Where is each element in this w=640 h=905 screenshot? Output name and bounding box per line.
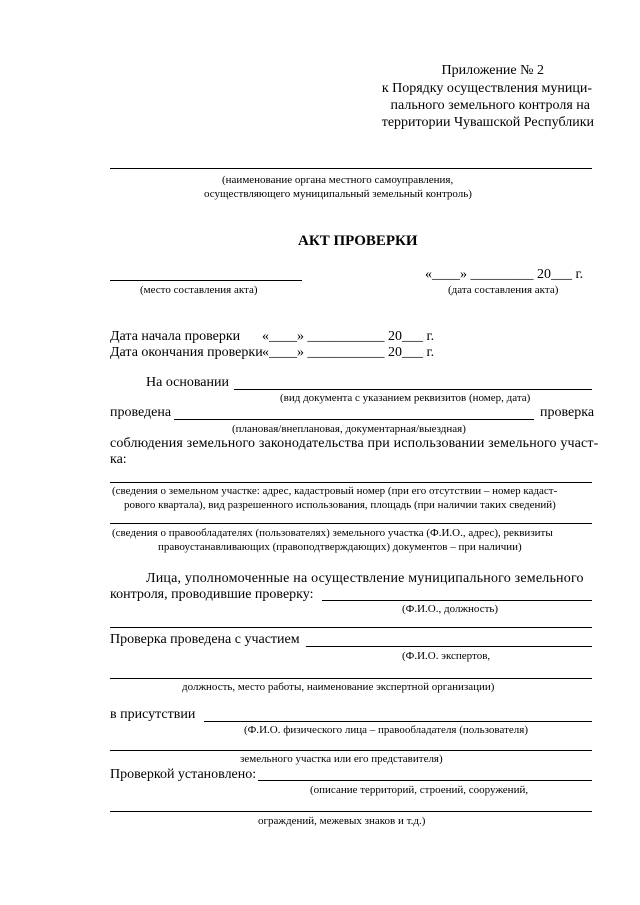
organ-name-field[interactable] bbox=[110, 168, 592, 169]
owner-caption-1: (сведения о правообладателях (пользователях) земельного участка (Ф.И.О., адрес), реквизиты bbox=[112, 527, 553, 539]
basis-field[interactable] bbox=[234, 389, 592, 390]
owner-caption-2: правоустанавливающих (правоподтверждающих) документов – при наличии) bbox=[158, 541, 522, 553]
appendix-line-4: территории Чувашской Республики bbox=[381, 115, 594, 130]
plot-caption-2: рового квартала), вид разрешенного использования, площадь (при наличии таких сведений) bbox=[124, 499, 556, 511]
appendix-line-1: Приложение № 2 bbox=[441, 63, 544, 78]
presence-label: в присутствии bbox=[110, 707, 196, 722]
presence-field-2[interactable] bbox=[110, 750, 592, 751]
compliance-text-1: соблюдения земельного законодательства при использовании земельного участ- bbox=[110, 436, 599, 451]
experts-caption-2: должность, место работы, наименование экспертной организации) bbox=[182, 681, 495, 693]
participation-label: Проверка проведена с участием bbox=[110, 632, 300, 647]
presence-field[interactable] bbox=[204, 721, 592, 722]
basis-label: На основании bbox=[146, 375, 229, 390]
appendix-line-3: пального земельного контроля на bbox=[390, 98, 590, 113]
persons-text-1: Лица, уполномоченные на осуществление муниципального земельного bbox=[146, 571, 584, 586]
plot-info-field[interactable] bbox=[110, 482, 592, 483]
inspection-type-field[interactable] bbox=[174, 419, 534, 420]
presence-caption-2: земельного участка или его представителя) bbox=[240, 753, 443, 765]
experts-field-2[interactable] bbox=[110, 678, 592, 679]
end-date-label: Дата окончания проверки bbox=[110, 345, 263, 360]
date-caption: (дата составления акта) bbox=[448, 284, 559, 296]
persons-field[interactable] bbox=[322, 600, 592, 601]
start-date-label: Дата начала проверки bbox=[110, 329, 241, 344]
established-field-2[interactable] bbox=[110, 811, 592, 812]
date-field[interactable]: «____» _________ 20___ г. bbox=[425, 267, 584, 282]
end-date-field[interactable]: «____» ___________ 20___ г. bbox=[262, 345, 435, 360]
place-field[interactable] bbox=[110, 280, 302, 281]
presence-caption: (Ф.И.О. физического лица – правообладателя (пользователя) bbox=[244, 724, 528, 736]
experts-field[interactable] bbox=[306, 646, 592, 647]
organ-caption-2: осуществляющего муниципальный земельный контроль) bbox=[204, 188, 472, 200]
established-caption: (описание территорий, строений, сооружений, bbox=[310, 784, 529, 796]
compliance-text-2: ка: bbox=[110, 452, 127, 467]
check-word: проверка bbox=[540, 405, 595, 420]
organ-caption-1: (наименование органа местного самоуправления, bbox=[222, 174, 454, 186]
document-title: АКТ ПРОВЕРКИ bbox=[298, 233, 418, 249]
experts-caption: (Ф.И.О. экспертов, bbox=[402, 650, 491, 662]
appendix-line-2: к Порядку осуществления муници- bbox=[381, 81, 592, 96]
start-date-field[interactable]: «____» ___________ 20___ г. bbox=[262, 329, 435, 344]
established-caption-2: ограждений, межевых знаков и т.д.) bbox=[258, 815, 426, 827]
plot-caption-1: (сведения о земельном участке: адрес, кадастровый номер (при его отсутствии – номер кадаст- bbox=[112, 485, 558, 497]
persons-caption: (Ф.И.О., должность) bbox=[402, 603, 499, 615]
owner-info-field[interactable] bbox=[110, 523, 592, 524]
basis-caption: (вид документа с указанием реквизитов (номер, дата) bbox=[280, 392, 531, 404]
persons-field-2[interactable] bbox=[110, 627, 592, 628]
established-label: Проверкой установлено: bbox=[110, 767, 257, 782]
conducted-label: проведена bbox=[110, 405, 172, 420]
persons-text-2: контроля, проводившие проверку: bbox=[110, 587, 314, 602]
place-caption: (место составления акта) bbox=[140, 284, 258, 296]
inspection-type-caption: (плановая/внеплановая, документарная/выездная) bbox=[232, 423, 466, 435]
established-field[interactable] bbox=[258, 780, 592, 781]
